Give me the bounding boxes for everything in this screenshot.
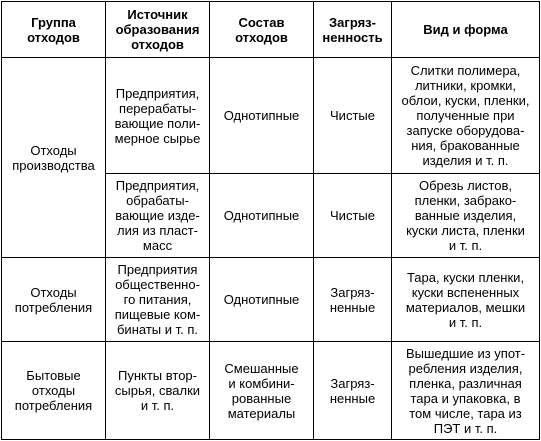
cell-contamination: Загряз- ненные: [314, 258, 392, 342]
table-row: [2, 342, 540, 440]
cell-contamination: Чистые: [314, 58, 392, 174]
header-waste-group: Группа отходов: [2, 2, 106, 58]
cell-waste-composition: Однотипные: [210, 174, 314, 258]
cell-type-and-form: Вышедшие из упот- ребления изделия, пленка, различная тара и упаковка, в том числе, тара из ПЭТ и т. п.: [392, 342, 540, 440]
cell-waste-composition: Однотипные: [210, 258, 314, 342]
cell-type-and-form: Обрезь листов, пленки, забрако- ванные изделия, куски листа, пленки и т. п.: [392, 174, 540, 258]
cell-contamination: Загряз- ненные: [314, 342, 392, 440]
header-type-and-form: Вид и форма: [392, 2, 540, 58]
cell-waste-composition: Смешанные и комбини- рованные материалы: [210, 342, 314, 440]
waste-classification-table: [1, 1, 540, 440]
cell-waste-composition: Однотипные: [210, 58, 314, 174]
cell-waste-group: Бытовые отходы потребления: [2, 342, 106, 440]
header-waste-composition: Состав отходов: [210, 2, 314, 58]
header-contamination: Загряз- ненность: [314, 2, 392, 58]
cell-waste-source: Предприятия общественно- го питания, пищевые ком- бинаты и т. п.: [106, 258, 210, 342]
cell-type-and-form: Тара, куски пленки, куски вспененных материалов, мешки и т. п.: [392, 258, 540, 342]
cell-waste-group: Отходы потребления: [2, 258, 106, 342]
header-waste-source: Источник образования отходов: [106, 2, 210, 58]
cell-waste-source: Предприятия, обрабаты- вающие изде- лия из пласт- масс: [106, 174, 210, 258]
cell-type-and-form: Слитки полимера, литники, кромки, облои, куски, пленки, полученные при запуске оборудова- ния, бракованные изделия и т. п.: [392, 58, 540, 174]
cell-waste-source: Предприятия, перерабаты- вающие поли- мерное сырье: [106, 58, 210, 174]
table-row: [2, 58, 540, 174]
header-row: [2, 2, 540, 58]
cell-waste-source: Пункты втор- сырья, свалки и т. п.: [106, 342, 210, 440]
cell-contamination: Чистые: [314, 174, 392, 258]
table-row: [2, 258, 540, 342]
cell-waste-group: Отходы производства: [2, 58, 106, 258]
